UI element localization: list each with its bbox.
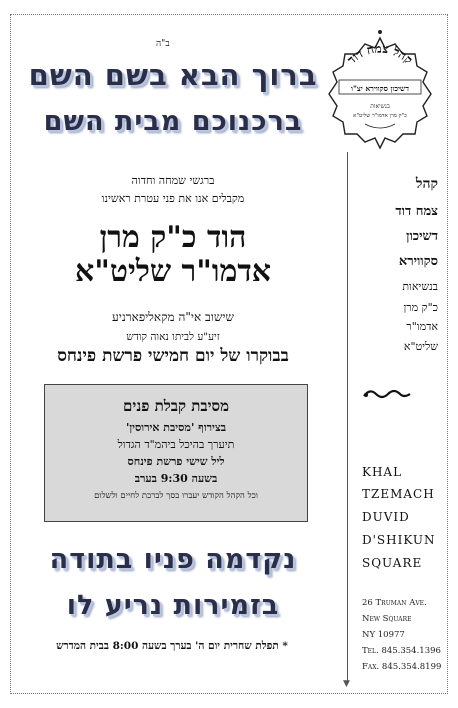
arrow-down-icon: ▼ xyxy=(343,679,350,689)
community-logo xyxy=(325,24,435,152)
rebbe-title-1: הוד כ"ק מרן xyxy=(99,220,247,255)
logo-line-2: דשיכון סקווירא יצ"ו xyxy=(351,84,409,93)
svg-text:קהל צמח דוד xyxy=(345,42,416,67)
reception-title: מסיבת קבלת פנים xyxy=(123,397,229,415)
sidebar-en-line-3: DUVID xyxy=(362,510,410,524)
address-fax: Fax. 845.354.8199 xyxy=(362,662,442,672)
sidebar-en-line-5: SQUARE xyxy=(362,556,423,570)
closing-line-1: נקדמה פניו בתודה xyxy=(49,544,297,575)
bh-mark: ב"ה xyxy=(156,39,170,49)
address-state: NY 10977 xyxy=(362,630,405,640)
sidebar-he-line-3: דשיכון xyxy=(406,229,438,244)
visit-line-3: בבוקרו של יום חמישי פרשת פינחס xyxy=(57,346,289,366)
sidebar-divider-line xyxy=(347,152,348,684)
flourish-ornament-icon xyxy=(362,386,412,402)
visit-line-1: שישוב אי"ה מקאליפארניע xyxy=(111,310,235,324)
headline-line-2: ברכנוכם מבית השם xyxy=(43,106,303,137)
address-street: 26 Truman Ave. xyxy=(362,598,427,608)
sidebar-he-line-4: סקווירא xyxy=(398,254,438,269)
sidebar-he-line-1: קהל xyxy=(415,176,438,192)
intro-line-2: מקבלים אנו את פני עטרת ראשינו xyxy=(101,192,245,205)
sidebar-he-line-6: כ"ק מרן xyxy=(403,301,438,314)
sidebar-he-line-5: בנשיאות xyxy=(402,280,438,293)
visit-line-2: זיע"ע לביתו נאוה קודש xyxy=(126,331,220,343)
shacharis-note: * תפלת שחרית יום ה' בערך בשעה 8:00 בבית המדרש xyxy=(56,640,288,652)
intro-line-1: ברגשי שמחה וחדוה xyxy=(131,174,215,187)
reception-line-4: ליל שישי פרשת פינחס xyxy=(127,455,225,468)
logo-arc-text: קהל צמח דוד xyxy=(344,41,416,67)
sidebar-en-line-2: TZEMACH xyxy=(362,487,435,501)
reception-box xyxy=(44,384,308,522)
headline-line-1: ברוך הבא בשם השם xyxy=(28,58,318,92)
address-city: New Square xyxy=(362,614,412,624)
reception-time: בשעה 9:30 בערב xyxy=(134,472,218,485)
reception-line-3: תיערך בהיכל ביהמ"ד הגדול xyxy=(117,438,235,451)
sidebar-en-line-1: KHAL xyxy=(362,465,403,479)
reception-line-6: וכל הקהל הקודש יעברו בסך לברכת לחיים ולשלום xyxy=(94,491,258,501)
logo-center-1: בנשיאות xyxy=(370,103,390,110)
sidebar-he-line-7: אדמו"ר xyxy=(406,320,438,333)
sidebar-he-line-8: שליט"א xyxy=(403,340,438,353)
reception-line-2: בצירוף 'מסיבת אירוסין' xyxy=(125,421,227,434)
sidebar-en-line-4: D'SHIKUN xyxy=(362,533,436,547)
logo-center-2: כ"ק מרן אדמו"ר שליט"א xyxy=(353,113,407,119)
closing-line-2: בזמירות נריע לו xyxy=(66,590,280,621)
sidebar-he-line-2: צמח דוד xyxy=(395,204,438,219)
address-tel: Tel. 845.354.1396 xyxy=(362,646,441,656)
rebbe-title-2: אדמו"ר שליט"א xyxy=(74,254,272,289)
